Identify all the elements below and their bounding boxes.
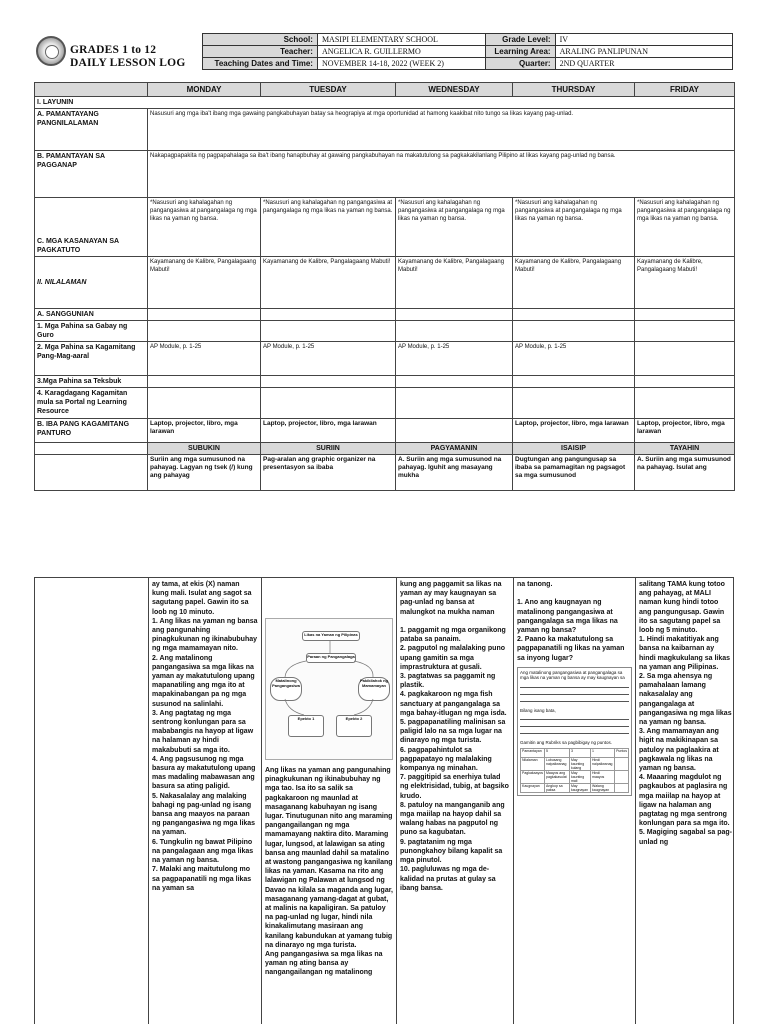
kagamitang-thu: AP Module, p. 1-25 <box>513 342 635 376</box>
page-two-table <box>34 577 734 1024</box>
nilalaman-label: II. NILALAMAN <box>35 257 148 309</box>
nilalaman-tue: Kayamanang de Kalibre, Pangalagaang Mabuti! <box>261 257 396 309</box>
answer-line-3 <box>520 701 629 702</box>
rubric-row <box>521 770 629 783</box>
sanggunian-label: A. SANGGUNIAN <box>35 309 148 321</box>
phase-subukin: SUBUKIN <box>148 443 261 455</box>
answer-frame-blank-label: Bilang isang bata, <box>520 707 556 713</box>
day-tuesday: TUESDAY <box>261 83 396 97</box>
gabay-label: 1. Mga Pahina sa Gabay ng Guro <box>35 321 148 342</box>
rubric-cell: Hindi maayos <box>591 770 615 783</box>
rubric-cell: May kaugnayan <box>569 783 590 792</box>
phase-pagyamanin: PAGYAMANIN <box>396 443 513 455</box>
activity-thu: Dugtungan ang pangungusap sa ibaba sa pamamagitan ng pagsagot sa mga sumusunod <box>513 455 635 491</box>
deped-seal-logo <box>36 36 66 66</box>
rubric-cell: Angkop sa paksa <box>545 783 570 792</box>
rubric-cell: May kaunting mali <box>569 770 590 783</box>
teksbuk-label: 3.Mga Pahina sa Teksbuk <box>35 376 148 388</box>
kagamitang-label: 2. Mga Pahina sa Kagamitang Pang-Mag-aaral <box>35 342 148 376</box>
nilalaman-thu: Kayamanang de Kalibre, Pangalagaang Mabuti! <box>513 257 635 309</box>
brand-line-2: DAILY LESSON LOG <box>70 57 186 69</box>
dates-label: Teaching Dates and Time: <box>203 58 318 70</box>
rubric-caption: Gamitin ang Rubriks sa pagbibigay ng puntos. <box>520 740 613 746</box>
page2-thursday-col <box>513 578 635 1024</box>
rubric-cell: Hindi naipaliwanag <box>591 757 615 770</box>
diagram-top-box: Likas na Yaman ng Pilipinas <box>302 631 360 641</box>
activity-mon: Suriin ang mga sumusunod na pahayag. Lagyan ng tsek (/) kung ang pahayag <box>148 455 261 491</box>
rubric-head-score: Puntos <box>615 748 629 757</box>
school-label: School: <box>203 34 318 46</box>
rubric-cell: Pagkakaayos <box>521 770 545 783</box>
dates-value: NOVEMBER 14-18, 2022 (WEEK 2) <box>317 58 485 70</box>
rubric-cell: Nilalaman <box>521 757 545 770</box>
kasanayan-mon: *Nasusuri ang kahalagahan ng pangangasiwa at pangangalaga ng mga likas na yaman ng bansa. <box>148 198 261 257</box>
diagram-bottom-left-box: Epekto 1 <box>288 715 324 737</box>
kagamitang-mon: AP Module, p. 1-25 <box>148 342 261 376</box>
kasanayan-wed: *Nasusuri ang kahalagahan ng pangangasiwa at pangangalaga ng mga likas na yaman ng bansa. <box>396 198 513 257</box>
page2-friday: salitang TAMA kung totoo ang pahayag, at MALI naman kung hindi totoo ang pangungusap. Gawin ito sa sagutang papel sa loob ng 5 minuto. 1. Hindi makatitiyak ang bansa na kaibarnan ay hindi magkukulang sa likas na yaman ang Pilipinas. 2. Sa mga ahensya ng pamahalaan lamang nakasalalay ang pangangalaga at pangangasiwa ng mga likas na yaman ng bansa. 3. Ang mamamayan ang higit na makikinapan sa patuloy na paglaakira at pagkawala ng likas na yaman ng bansa. 4. Maaaring magdulot ng pagkaubos at paglasira ng mga maiilap na hayop at ligaw na halaman ang pagtatag ng mga sentrong konlungan para sa mga ito. 5. Magiging sagabal sa pag-unlad ng <box>635 578 735 1024</box>
day-friday: FRIDAY <box>635 83 735 97</box>
iba-label: B. IBA PANG KAGAMITANG PANTURO <box>35 419 148 443</box>
nilalaman-fri: Kayamanang de Kalibre, Pangalagaang Mabuti! <box>635 257 735 309</box>
answer-line-5 <box>520 726 629 727</box>
area-value: ARALING PANLIPUNAN <box>555 46 732 58</box>
rubric-cell: May kaunting kulang <box>569 757 590 770</box>
teacher-label: Teacher: <box>203 46 318 58</box>
activity-tue: Pag-aralan ang graphic organizer na presentasyon sa ibaba <box>261 455 396 491</box>
nilalaman-wed: Kayamanang de Kalibre, Pangalagaang Mabuti! <box>396 257 513 309</box>
rubric-cell: Kaugnayan <box>521 783 545 792</box>
page2-thursday-text: na tanong. 1. Ano ang kaugnayan ng matalinong pangangasiwa at pangangalaga sa mga likas na yaman ng bansa? 2. Paano ka makatutulong sa pagpapanatili ng likas na yaman sa inyong lugar? <box>517 581 625 662</box>
rubric-cell: Maayos ang pagkakasulat <box>545 770 570 783</box>
iba-tue: Laptop, projector, libro, mga larawan <box>261 419 396 443</box>
brand-line-1: GRADES 1 to 12 <box>70 44 157 56</box>
quarter-value: 2ND QUARTER <box>555 58 732 70</box>
kasanayan-label: C. MGA KASANAYAN SA PAGKATUTO <box>35 198 148 257</box>
area-label: Learning Area: <box>485 46 555 58</box>
nilalaman-mon: Kayamanang de Kalibre, Pangalagaang Mabuti! <box>148 257 261 309</box>
kagamitang-tue: AP Module, p. 1-25 <box>261 342 396 376</box>
day-thursday: THURSDAY <box>513 83 635 97</box>
activity-fri: A. Suriin ang mga sumusunod na pahayag. Isulat ang <box>635 455 735 491</box>
rubric-head-1: 1 <box>591 748 615 757</box>
day-wednesday: WEDNESDAY <box>396 83 513 97</box>
teacher-value: ANGELICA R. GUILLERMO <box>317 46 485 58</box>
pagganap-text: Nakapagpapakita ng pagpapahalaga sa iba't ibang hanapbuhay at gawaing pangkabuhayan na makatutulong sa pagkakakilanlang Pilipino at likas kayang pag-unlad ng bansa. <box>148 151 735 198</box>
day-monday: MONDAY <box>148 83 261 97</box>
lesson-log-table <box>34 82 735 491</box>
kagamitang-wed: AP Module, p. 1-25 <box>396 342 513 376</box>
answer-frame-prompt: Ang matalinong pangangasiwa at pangangalaga sa mga likas na yaman ng bansa ay may kaugnayan sa <box>520 669 625 681</box>
iba-fri: Laptop, projector, libro, mga larawan <box>635 419 735 443</box>
kasanayan-fri: *Nasusuri ang kahalagahan ng pangangasiwa at pangangalaga ng mga likas na yaman ng bansa. <box>635 198 735 257</box>
activity-wed: A. Suriin ang mga sumusunod na pahayag. Iguhit ang masayang mukha <box>396 455 513 491</box>
rubric-head-5: 5 <box>545 748 570 757</box>
answer-line-2 <box>520 694 629 695</box>
answer-frame-box <box>517 667 632 796</box>
answer-line-1 <box>520 687 629 688</box>
rubric-head-3: 3 <box>569 748 590 757</box>
answer-line-6 <box>520 733 629 734</box>
quarter-label: Quarter: <box>485 58 555 70</box>
page2-monday: ay tama, at ekis (X) naman kung mali. Isulat ang sagot sa sagutang papel. Gawin ito sa loob ng 10 minuto. 1. Ang likas na yaman ng bansa ang pangunahing pinagkukunan ng ikinabubuhay ng mga mamamayan nito. 2. Ang matalinong pangangasiwa sa mga likas na yaman ay makatutulong upang mapanatiling ang mga ito at mapakinabangan pa ng mga susunod na salinlahi. 3. Ang pagtatag ng mga sentrong konlungan para sa mababangis na hayop at ligaw na halaman ay hindi makabubuti sa mga ito. 4. Ang pagsusunog ng mga basura ay makatutulong upang mas madaling mabawasan ang basura sa ating paligid. 5. Nakasalalay ang malaking bahagi ng pag-unlad ng isang bansa ang maayos na paraan ng pangangasiwa ng mga likas na yaman. 6. Tungkulin ng bawat Pilipino na pangalagaan ang mga likas na yaman ng bansa. 7. Malaki ang maitutulong mo sa pagpapanatili ng mga likas na yaman sa <box>148 578 261 1024</box>
page2-wednesday: kung ang paggamit sa likas na yaman ay may kaugnayan sa pag-unlad ng bansa at malungkot na mukha naman 1. paggamit ng mga organikong pataba sa panaim. 2. pagputol ng malalaking puno upang gamitin sa mga imprastruktura at gusali. 3. pagtatwas sa paggamit ng plastik. 4. pagkakaroon ng mga fish sanctuary at pangangalaga sa mga bahay-itlugan ng mga isda. 5. pagpapanatiling malinisan sa paligid lalo na sa mga lugar na dinarayo ng mga turista. 6. pagpapahintulot sa pagpapatayo ng malalaking kompanya ng minahan. 7. paggitipid sa enerhiya tulad ng elektrisidad, tubig, at bagsiko krudo. 8. patuloy na manganganib ang mga maiilap na hayop dahil sa walang habas na pagputol ng puno sa kagubatan. 9. pagtatanim ng mga punongkahoy bilang kapalit sa mga pinutol. 10. pagluluwas ng mga de-kalidad na prutas at gulay sa ibang bansa. <box>396 578 513 1024</box>
pagganap-label: B. PAMANTAYAN SA PAGGANAP <box>35 151 148 198</box>
days-header-row <box>35 83 735 97</box>
diagram-connectors <box>266 619 395 759</box>
rubric-cell <box>615 770 629 783</box>
brand-title <box>70 44 185 70</box>
diagram-left-box: Matalinong Pangangasiwa <box>270 677 302 701</box>
pamantayang-label: A. PAMANTAYANG PANGNILALAMAN <box>35 109 148 151</box>
diagram-mid-box: Paraan ng Pangangalaga <box>306 653 356 663</box>
rubric-table <box>520 748 629 793</box>
iba-mon: Laptop, projector, libro, mga larawan <box>148 419 261 443</box>
graphic-organizer-diagram <box>265 618 393 760</box>
page2-tuesday-col <box>261 578 396 1024</box>
rubric-row <box>521 783 629 792</box>
rubric-cell: Lubusang naipaliwanag <box>545 757 570 770</box>
diagram-right-box: Pakikilahok ng Mamamayan <box>358 677 390 701</box>
layunin-heading: I. LAYUNIN <box>35 97 735 109</box>
rubric-cell <box>615 757 629 770</box>
rubric-row <box>521 757 629 770</box>
kasanayan-tue: *Nasusuri ang kahalagahan ng pangangasiwa at pangangalaga ng mga likas na yaman ng bansa. <box>261 198 396 257</box>
phase-suriin: SURIIN <box>261 443 396 455</box>
answer-line-4 <box>520 719 629 720</box>
rubric-cell <box>615 783 629 792</box>
karagdagang-label: 4. Karagdagang Kagamitan mula sa Portal ng Learning Resource <box>35 388 148 419</box>
kasanayan-thu: *Nasusuri ang kahalagahan ng pangangasiwa at pangangalaga ng mga likas na yaman ng bansa. <box>513 198 635 257</box>
diagram-bottom-right-box: Epekto 2 <box>336 715 372 737</box>
header-info-table <box>202 33 733 70</box>
phase-tayahin: TAYAHIN <box>635 443 735 455</box>
phase-isaisip: ISAISIP <box>513 443 635 455</box>
corner-cell <box>35 83 148 97</box>
grade-value: IV <box>555 34 732 46</box>
pamantayang-text: Nasusuri ang mga iba't ibang mga gawaing pangkabuhayan batay sa heograpiya at mga oportunidad at hamong kaakibat nito tungo sa likas kayang pag-unlad. <box>148 109 735 151</box>
rubric-cell: Walang kaugnayan <box>591 783 615 792</box>
grade-label: Grade Level: <box>485 34 555 46</box>
iba-thu: Laptop, projector, libro, mga larawan <box>513 419 635 443</box>
school-value: MASIPI ELEMENTARY SCHOOL <box>317 34 485 46</box>
rubric-head-criteria: Pamantayan <box>521 748 545 757</box>
page2-tuesday-text: Ang likas na yaman ang pangunahing pinagkukunan ng ikinabubuhay ng mga tao. Isa ito sa salik sa pagkakaroon ng maunlad at masaganang kabuhayan ng isang lugar. Tinutugunan nito ang maraming pangangailangan ng mga mamamayang naktira dito. Maraming lugar, lungsod, at lalawigan sa ating bansa ang maunlad dahil sa matalino at wastong pangangasiwa ng kanilang likas na yaman. Kasama na rito ang lalawigan ng Palawan at lungsod ng Davao na kilala sa maganda ang lugar, masaganang yamang-dagat at gubat, at malinis na kapaligiran. Sa patuloy na pag-unlad ng lugar, hindi nila kinakalimutang masiraan ang kanilang kabundukan at yamang tubig na dinarayo ng mga turista. Ang pangangasiwa sa mga likas na yaman ng ating bansa ay nangangailangan ng matalinong <box>265 767 393 977</box>
